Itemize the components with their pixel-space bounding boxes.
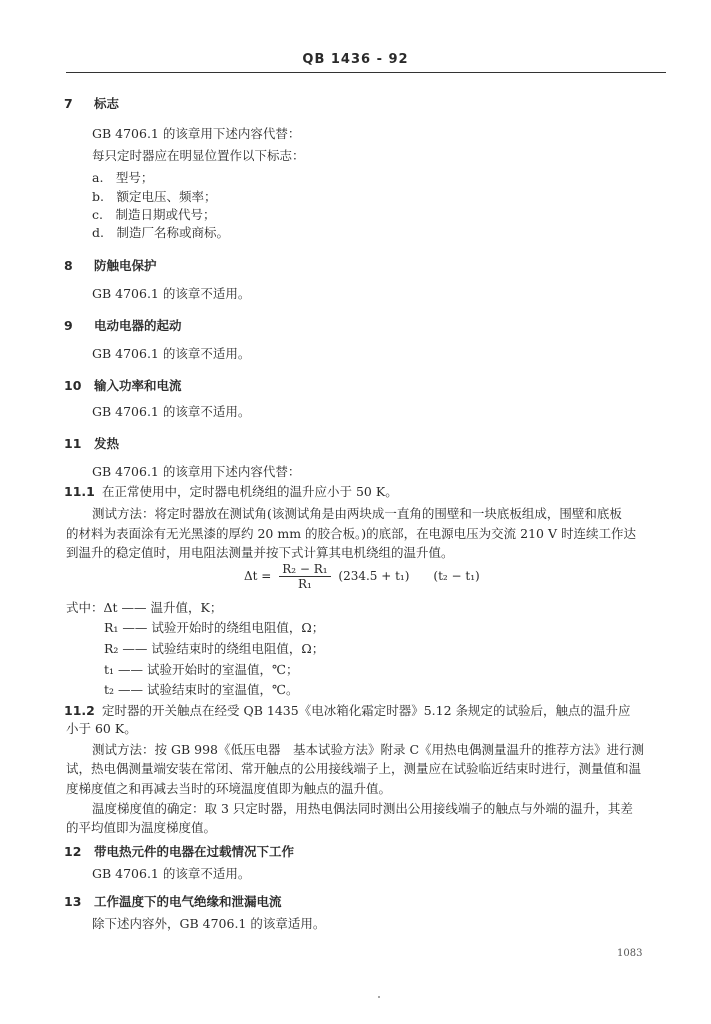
list-item: c. 制造日期或代号； bbox=[92, 207, 216, 222]
clause-11-2-line-5: 度梯度值之和再减去当时的环境温度值即为触点的温升值。 bbox=[66, 781, 392, 796]
clause-11-1-line-3: 的材料为表面涂有无光黑漆的厚约 20 mm 的胶合板。)的底部，在电源电压为交流 210 V 时连续工作达 bbox=[66, 526, 636, 541]
section-10-heading: 10 输入功率和电流 bbox=[64, 378, 182, 393]
section-11-heading: 11 发热 bbox=[64, 436, 120, 451]
section-7-para-1: GB 4706.1 的该章用下述内容代替： bbox=[92, 126, 301, 141]
formula-where: 式中：Δt —— 温升值，K； bbox=[66, 600, 223, 615]
section-12-heading: 12 带电热元件的电器在过载情况下工作 bbox=[64, 844, 295, 859]
clause-11-2-line-7: 的平均值即为温度梯度值。 bbox=[66, 820, 217, 835]
standard-code-header: QB 1436 - 92 bbox=[302, 52, 409, 67]
formula-fraction bbox=[279, 562, 330, 591]
section-7-para-2: 每只定时器应在明显位置作以下标志： bbox=[92, 148, 305, 163]
section-13-para: 除下述内容外，GB 4706.1 的该章适用。 bbox=[92, 916, 326, 931]
scan-speck bbox=[378, 996, 380, 998]
formula-variable: R₁ —— 试验开始时的绕组电阻值，Ω； bbox=[104, 620, 325, 635]
formula-rest: (234.5 + t₁) (t₂ − t₁) bbox=[338, 569, 480, 583]
clause-11-2-line-6: 温度梯度值的确定：取 3 只定时器，用热电偶法同时测出公用接线端子的触点与外端的温升，其差 bbox=[92, 801, 633, 816]
section-9-para: GB 4706.1 的该章不适用。 bbox=[92, 346, 251, 361]
formula-variable: t₁ —— 试验开始时的室温值，℃； bbox=[104, 662, 299, 677]
section-13-heading: 13 工作温度下的电气绝缘和泄漏电流 bbox=[64, 894, 282, 909]
formula-denominator: R₁ bbox=[297, 577, 312, 591]
clause-11-2: 11.2 定时器的开关触点在经受 QB 1435《电冰箱化霜定时器》5.12 条规定的试验后，触点的温升应 bbox=[64, 703, 631, 718]
clause-11-2-line-4: 试，热电偶测量端安装在常闭、常开触点的公用接线端子上，测量应在试验临近结束时进行，测量值和温 bbox=[66, 761, 642, 776]
section-8-heading: 8 防触电保护 bbox=[64, 258, 157, 273]
clause-11-2-line-3: 测试方法：按 GB 998《低压电器 基本试验方法》附录 C《用热电偶测量温升的推荐方法》进行测 bbox=[92, 742, 645, 757]
header-rule bbox=[66, 72, 666, 73]
clause-11-2-line-2: 小于 60 K。 bbox=[66, 721, 137, 736]
formula-numerator: R₂ − R₁ bbox=[279, 562, 330, 577]
section-7-heading: 7 标志 bbox=[64, 96, 120, 111]
page-number: 1083 bbox=[617, 948, 643, 959]
section-10-para: GB 4706.1 的该章不适用。 bbox=[92, 404, 251, 419]
formula-lhs: Δt = bbox=[244, 569, 272, 583]
section-12-para: GB 4706.1 的该章不适用。 bbox=[92, 866, 251, 881]
clause-11-1-line-2: 测试方法：将定时器放在测试角(该测试角是由两块成一直角的围壁和一块底板组成，围壁和底板 bbox=[92, 506, 622, 521]
clause-11-1-line-4: 到温升的稳定值时，用电阻法测量并按下式计算其电机绕组的温升值。 bbox=[66, 545, 454, 560]
clause-11-1: 11.1 在正常使用中，定时器电机绕组的温升应小于 50 K。 bbox=[64, 484, 398, 499]
temperature-rise-formula bbox=[244, 562, 480, 591]
formula-variable: R₂ —— 试验结束时的绕组电阻值，Ω； bbox=[104, 641, 325, 656]
section-9-heading: 9 电动电器的起动 bbox=[64, 318, 182, 333]
formula-variable: t₂ —— 试验结束时的室温值，℃。 bbox=[104, 682, 299, 697]
list-item: a. 型号； bbox=[92, 170, 154, 185]
section-11-para: GB 4706.1 的该章用下述内容代替： bbox=[92, 464, 301, 479]
list-item: b. 额定电压、频率； bbox=[92, 189, 217, 204]
list-item: d. 制造厂名称或商标。 bbox=[92, 225, 229, 240]
section-8-para: GB 4706.1 的该章不适用。 bbox=[92, 286, 251, 301]
